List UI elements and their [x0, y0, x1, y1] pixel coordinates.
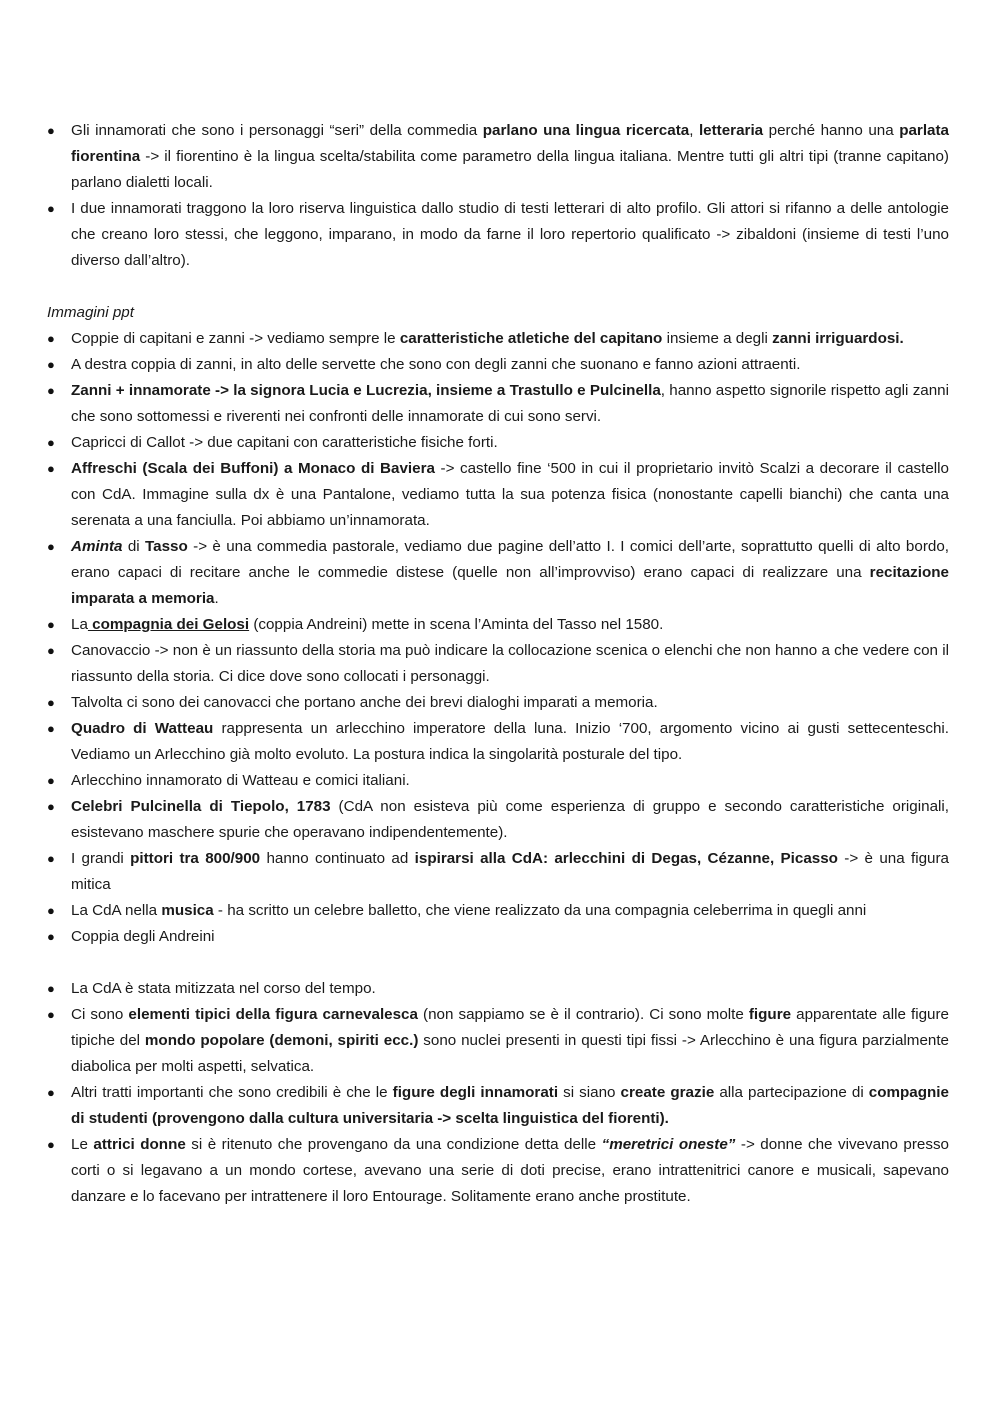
list-item [47, 378, 949, 430]
text-run: , [689, 122, 699, 139]
text-run: Le [71, 1136, 94, 1153]
text-run: La CdA nella [71, 902, 162, 919]
text-run: -> castello fine ‘500 in cui il proprietario invitò Scalzi a decorare il castello con CdA. Immagine sulla dx è una Pantalone, vediamo tutta la sua potenza fisica (nonostante capelli bianchi) che canta una serenata a una fanciulla. Poi abbiamo un’innamorata. [71, 460, 949, 529]
emphasis-text: compagnie di studenti (provengono dalla cultura universitaria -> scelta linguistica del fiorenti). [71, 1084, 949, 1127]
emphasis-text: figure degli innamorati [392, 1084, 559, 1101]
list-item [47, 846, 949, 898]
list-item [47, 716, 949, 768]
text-run: I grandi [71, 850, 131, 867]
emphasis-text: Quadro di Watteau [71, 720, 214, 737]
section-heading-immagini: Immagini ppt [47, 304, 134, 321]
list-item [47, 976, 949, 1002]
list-item [47, 196, 949, 274]
list-item [47, 352, 949, 378]
list-item [47, 794, 949, 846]
emphasis-text: Aminta [71, 538, 123, 555]
text-run: (CdA non esisteva più come esperienza di gruppo e secondo caratteristiche originali, esistevano maschere spurie che operavano indipendentemente). [71, 798, 949, 841]
emphasis-text: mondo popolare (demoni, spiriti ecc.) [144, 1032, 419, 1049]
text-run: Coppia degli Andreini [71, 928, 215, 945]
list-item [47, 1132, 949, 1210]
list-item [47, 1002, 949, 1080]
emphasis-text: recitazione imparata a memoria [71, 564, 949, 607]
text-run: Arlecchino innamorato di Watteau e comici italiani. [71, 772, 410, 789]
text-run: Gli innamorati che sono i personaggi “seri” della commedia [71, 122, 483, 139]
text-run: A destra coppia di zanni, in alto delle servette che sono con degli zanni che suonano e fanno azioni attraenti. [71, 356, 801, 373]
text-run: Altri tratti importanti che sono credibili è che le [71, 1084, 393, 1101]
text-run: -> è una commedia pastorale, vediamo due pagine dell’atto I. I comici dell’arte, soprattutto quelli di alto bordo, erano capaci di recitare anche le commedie distese (quelle non all’improvviso) erano capaci di realizzare una [71, 538, 949, 581]
text-run: Capricci di Callot -> due capitani con caratteristiche fisiche forti. [71, 434, 498, 451]
text-run: La CdA è stata mitizzata nel corso del tempo. [71, 980, 376, 997]
intro-bullet-list [47, 118, 949, 274]
emphasis-text: zanni irriguardosi. [772, 330, 904, 347]
list-item [47, 898, 949, 924]
document-page [47, 118, 949, 1210]
emphasis-text: parlata fiorentina [71, 122, 949, 165]
list-item [47, 430, 949, 456]
emphasis-text: attrici donne [93, 1136, 186, 1153]
emphasis-text: Affreschi (Scala dei Buffoni) a Monaco di Baviera [71, 460, 435, 477]
emphasis-text: musica [161, 902, 214, 919]
section-spacer [47, 274, 949, 300]
emphasis-text: compagnia dei Gelosi [87, 616, 250, 633]
emphasis-text: pittori tra 800/900 [130, 850, 261, 867]
text-run: di [122, 538, 146, 555]
emphasis-text: “meretrici oneste” [601, 1136, 736, 1153]
section-spacer [47, 950, 949, 976]
emphasis-text: caratteristiche atletiche del capitano [399, 330, 663, 347]
text-run: perché hanno una [763, 122, 900, 139]
text-run: alla partecipazione di [714, 1084, 869, 1101]
text-run: La [71, 616, 88, 633]
emphasis-text: parlano una lingua ricercata [482, 122, 690, 139]
text-run: I due innamorati traggono la loro riserva linguistica dallo studio di testi letterari di alto profilo. Gli attori si rifanno a delle antologie che creano loro stessi, che leggono, imparano, in modo da farne il loro repertorio qualificato -> zibaldoni (insieme di testi l’uno diverso dall’altro). [71, 200, 949, 269]
text-run: . [214, 590, 219, 607]
emphasis-text: Celebri Pulcinella di Tiepolo, 1783 [71, 798, 331, 815]
text-run: (coppia Andreini) mette in scena l’Aminta del Tasso nel 1580. [249, 616, 664, 633]
text-run: Ci sono [71, 1006, 129, 1023]
images-bullet-list [47, 326, 949, 950]
text-run: hanno continuato ad [260, 850, 415, 867]
text-run: -> il fiorentino è la lingua scelta/stabilita come parametro della lingua italiana. Mentre tutti gli altri tipi (tranne capitano) parlano dialetti locali. [71, 148, 949, 191]
list-item [47, 924, 949, 950]
text-run: -> donne che vivevano presso corti o si legavano a un mondo cortese, avevano una serie di doti precise, erano intrattenitrici canore e musicali, sapevano danzare e lo facevano per intrattenere il loro Entourage. Solitamente erano anche prostitute. [71, 1136, 949, 1205]
list-item [47, 612, 949, 638]
emphasis-text: letteraria [698, 122, 764, 139]
list-item [47, 768, 949, 794]
text-run: Canovaccio -> non è un riassunto della storia ma può indicare la collocazione scenica o elenchi che non hanno a che vedere con il riassunto della storia. Ci dice dove sono collocati i personaggi. [71, 642, 949, 685]
list-item [47, 690, 949, 716]
text-run: Talvolta ci sono dei canovacci che portano anche dei brevi dialoghi imparati a memoria. [71, 694, 658, 711]
text-run: rappresenta un arlecchino imperatore della luna. Inizio ‘700, argomento vicino ai gusti settecenteschi. Vediamo un Arlecchino già molto evoluto. La postura indica la singolarità posturale del tipo. [71, 720, 949, 763]
list-item [47, 118, 949, 196]
text-run: apparentate alle figure tipiche del [71, 1006, 949, 1049]
text-run: Coppie di capitani e zanni -> vediamo sempre le [71, 330, 400, 347]
text-run: (non sappiamo se è il contrario). Ci sono molte [417, 1006, 749, 1023]
text-run: -> è una figura mitica [71, 850, 949, 893]
myth-bullet-list [47, 976, 949, 1210]
emphasis-text: Zanni + innamorate -> la signora Lucia e Lucrezia, insieme a Trastullo e Pulcinella [71, 382, 661, 399]
list-item [47, 456, 949, 534]
emphasis-text: ispirarsi alla CdA: arlecchini di Degas, Cézanne, Picasso [414, 850, 838, 867]
emphasis-text: elementi tipici della figura carnevalesca [128, 1006, 418, 1023]
list-item [47, 326, 949, 352]
emphasis-text: figure [748, 1006, 792, 1023]
text-run: insieme a degli [662, 330, 773, 347]
text-run: si è ritenuto che provengano da una condizione detta delle [185, 1136, 602, 1153]
list-item [47, 1080, 949, 1132]
text-run: , hanno aspetto signorile rispetto agli zanni che sono sottomessi e riverenti nei confronti delle innamorate di cui sono servi. [71, 382, 950, 425]
text-run: si siano [558, 1084, 621, 1101]
text-run: - ha scritto un celebre balletto, che viene realizzato da una compagnia celeberrima in quegli anni [213, 902, 867, 919]
text-run: sono nuclei presenti in questi tipi fissi -> Arlecchino è una figura parzialmente diabolica per molti aspetti, selvatica. [71, 1032, 950, 1075]
emphasis-text: create grazie [620, 1084, 715, 1101]
list-item [47, 638, 949, 690]
emphasis-text: Tasso [145, 538, 188, 555]
list-item [47, 534, 949, 612]
